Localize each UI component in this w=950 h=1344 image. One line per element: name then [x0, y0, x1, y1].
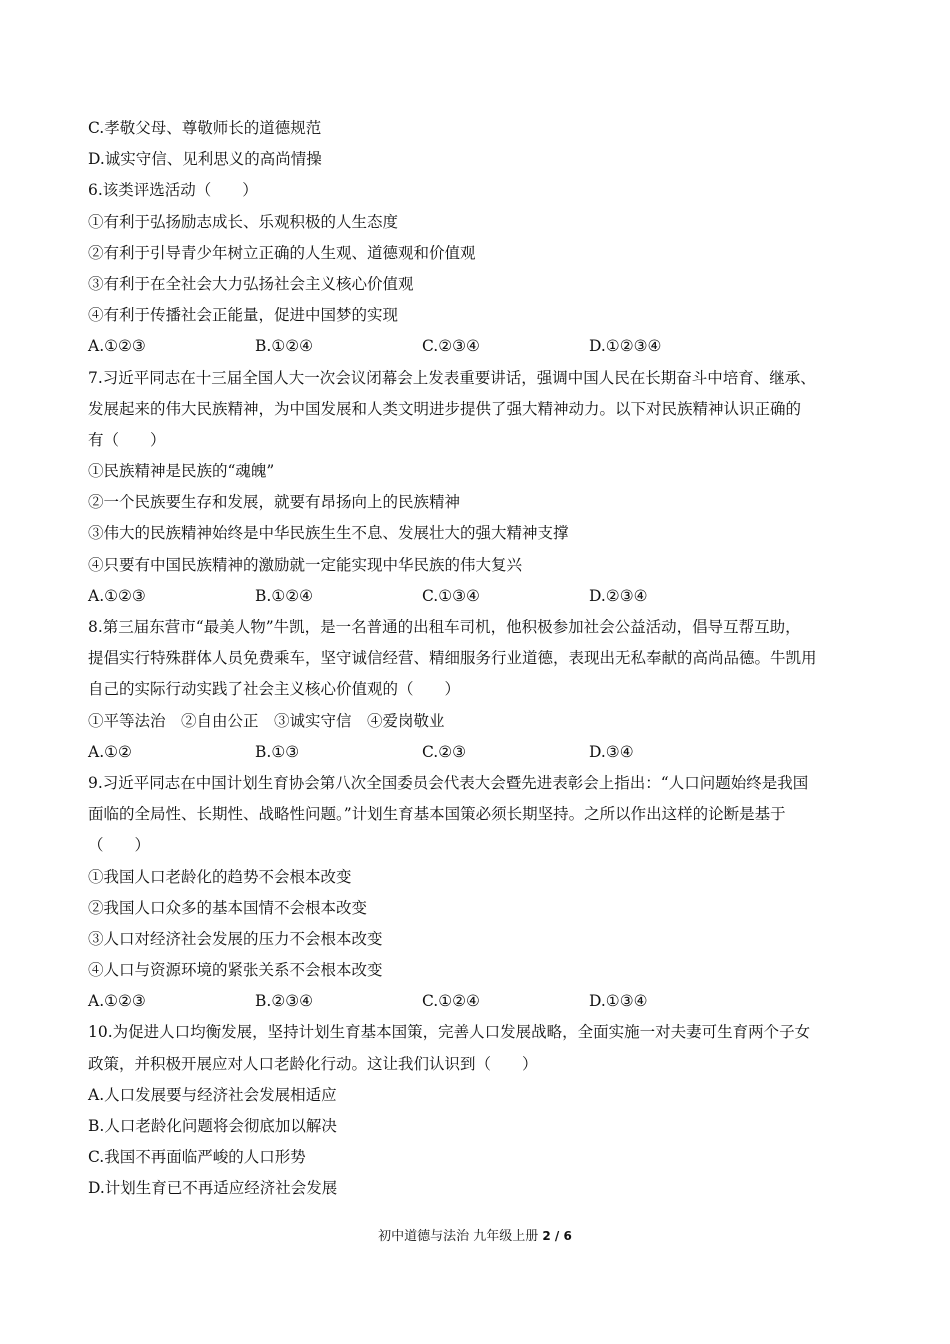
q5-option-c: C.孝敬父母、尊敬师长的道德规范	[88, 119, 322, 137]
q7-option-d: D.②③④	[589, 586, 648, 605]
q8-item: ①平等法治 ②自由公正 ③诚实守信 ④爱岗敬业	[88, 711, 445, 730]
q7-stem-line: 发展起来的伟大民族精神，为中国发展和人类文明进步提供了强大精神动力。以下对民族精神认识正确的	[88, 399, 802, 418]
q9-stem-line: 面临的全局性、长期性、战略性问题。”计划生育基本国策必须长期坚持。之所以作出这样的论断是基于	[88, 805, 786, 824]
exam-page	[88, 113, 868, 1205]
q8-option-a: A.①②	[88, 742, 132, 761]
q8-options	[88, 737, 868, 768]
q10-stem-line: 10.为促进人口均衡发展，坚持计划生育基本国策，完善人口发展战略，全面实施一对夫妻可生育两个子女	[88, 1023, 811, 1042]
q6-option-d: D.①②③④	[589, 337, 662, 356]
q9-item: ④人口与资源环境的紧张关系不会根本改变	[88, 961, 383, 980]
q6-item: ④有利于传播社会正能量，促进中国梦的实现	[88, 306, 399, 325]
q8-option-d: D.③④	[589, 742, 634, 761]
q10-option-b: B.人口老龄化问题将会彻底加以解决	[88, 1117, 337, 1135]
q10-option-d: D.计划生育已不再适应经济社会发展	[88, 1179, 338, 1198]
q9-option-a: A.①②③	[88, 992, 146, 1011]
q8-stem-line: 提倡实行特殊群体人员免费乘车，坚守诚信经营、精细服务行业道德，表现出无私奉献的高尚品德。牛凯用	[88, 649, 817, 668]
q6-option-a: A.①②③	[88, 337, 146, 356]
q6-item: ③有利于在全社会大力弘扬社会主义核心价值观	[88, 274, 414, 293]
q7-option-b: B.①②④	[255, 586, 314, 605]
q7-stem-line: 有（ ）	[88, 430, 166, 449]
q8-stem-line: 自己的实际行动实践了社会主义核心价值观的（ ）	[88, 680, 461, 699]
q6-item: ②有利于引导青少年树立正确的人生观、道德观和价值观	[88, 243, 476, 262]
q9-stem-line: （ ）	[88, 836, 151, 855]
q6-option-b: B.①②④	[255, 337, 314, 356]
q9-stem-line: 9.习近平同志在中国计划生育协会第八次全国委员会代表大会暨先进表彰会上指出：“人口问题始终是我国	[88, 773, 809, 792]
q7-item: ②一个民族要生存和发展，就要有昂扬向上的民族精神	[88, 493, 461, 512]
q7-option-c: C.①③④	[422, 586, 480, 605]
q9-item: ③人口对经济社会发展的压力不会根本改变	[88, 929, 383, 948]
q10-option-c: C.我国不再面临严峻的人口形势	[88, 1148, 306, 1167]
q9-option-c: C.①②④	[422, 992, 480, 1011]
q8-option-c: C.②③	[422, 742, 467, 761]
q6-options	[88, 331, 868, 362]
q8-stem-line: 8.第三届东营市“最美人物”牛凯，是一名普通的出租车司机，他积极参加社会公益活动，倡导互帮互助，	[88, 618, 801, 636]
q6-option-c: C.②③④	[422, 337, 480, 356]
q9-item: ②我国人口众多的基本国情不会根本改变	[88, 898, 368, 917]
q7-item: ①民族精神是民族的“魂魄”	[88, 462, 275, 481]
q9-option-b: B.②③④	[255, 992, 314, 1011]
q6-stem: 6.该类评选活动（ ）	[88, 181, 258, 200]
q5-option-d: D.诚实守信、见利思义的高尚情操	[88, 150, 322, 169]
q9-options	[88, 986, 868, 1017]
q7-options	[88, 581, 868, 612]
page-footer	[0, 1225, 950, 1244]
footer-label: 初中道德与法治 九年级上册	[378, 1229, 543, 1244]
q7-item: ④只要有中国民族精神的激励就一定能实现中华民族的伟大复兴	[88, 555, 523, 574]
q10-option-a: A.人口发展要与经济社会发展相适应	[88, 1085, 337, 1104]
q7-option-a: A.①②③	[88, 586, 146, 605]
q7-stem-line: 7.习近平同志在十三届全国人大一次会议闭幕会上发表重要讲话，强调中国人民在长期奋斗中培育、继承、	[88, 368, 816, 387]
q10-stem-line: 政策，并积极开展应对人口老龄化行动。这让我们认识到（ ）	[88, 1054, 538, 1073]
q8-option-b: B.①③	[255, 742, 300, 761]
q6-item: ①有利于弘扬励志成长、乐观积极的人生态度	[88, 212, 399, 231]
q7-item: ③伟大的民族精神始终是中华民族生生不息、发展壮大的强大精神支撑	[88, 524, 569, 543]
q9-item: ①我国人口老龄化的趋势不会根本改变	[88, 867, 352, 886]
page-number: 2 / 6	[542, 1229, 572, 1243]
q9-option-d: D.①③④	[589, 992, 648, 1011]
